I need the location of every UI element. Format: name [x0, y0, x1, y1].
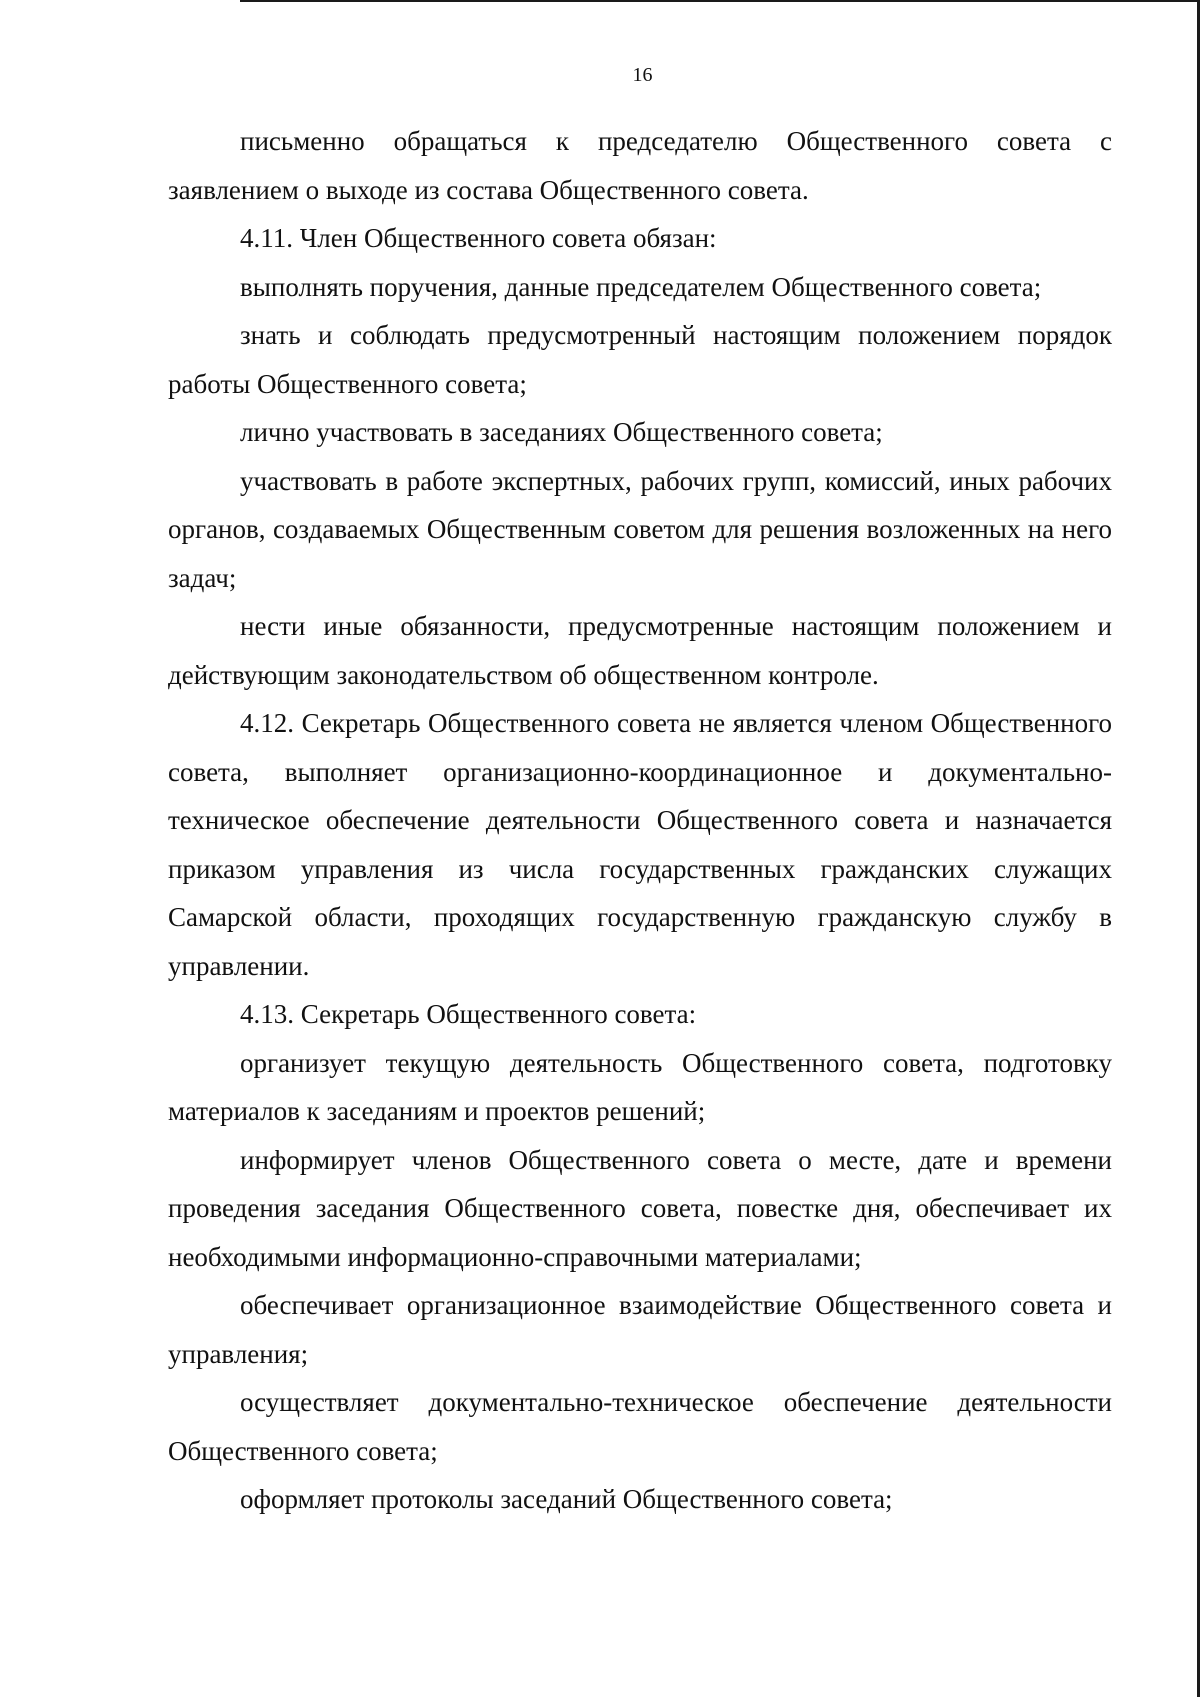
- paragraph-duty-attendance: лично участвовать в заседаниях Общественного совета;: [240, 417, 883, 447]
- page-edge-top: [240, 0, 1200, 2]
- paragraph-secretary-informs: информирует членов Общественного совета о месте, дате и времени проведения заседания Общественного совета, повестке дня, обеспечивает их необходимыми информационно-справочными материалами;: [168, 1144, 1112, 1272]
- paragraph-duty-other: нести иные обязанности, предусмотренные настоящим положением и действующим законодательством об общественном контроле.: [168, 611, 1112, 690]
- paragraph-secretary-support: осуществляет документально-техническое обеспечение деятельности Общественного совета;: [168, 1387, 1112, 1466]
- paragraph-secretary-organizes: организует текущую деятельность Общественного совета, подготовку материалов к заседаниям и проектов решений;: [168, 1047, 1112, 1126]
- paragraph-continuation: письменно обращаться к председателю Общественного совета с заявлением о выходе из состава Общественного совета.: [168, 126, 1112, 205]
- paragraph-4-11-heading: 4.11. Член Общественного совета обязан:: [240, 223, 717, 253]
- document-body: [168, 117, 1112, 1524]
- paragraph-secretary-interaction: обеспечивает организационное взаимодействие Общественного совета и управления;: [168, 1290, 1112, 1369]
- paragraph-duty-instructions: выполнять поручения, данные председателем Общественного совета;: [240, 271, 1042, 302]
- paragraph-secretary-protocols: оформляет протоколы заседаний Общественного совета;: [240, 1484, 893, 1514]
- paragraph-duty-working-groups: участвовать в работе экспертных, рабочих групп, комиссий, иных рабочих органов, создаваемых Общественным советом для решения возложенных на него задач;: [168, 465, 1112, 593]
- paragraph-4-13-heading: 4.13. Секретарь Общественного совета:: [240, 999, 697, 1029]
- paragraph-4-12-secretary: 4.12. Секретарь Общественного совета не является членом Общественного совета, выполняет организационно-координационное и документально-техническое обеспечение деятельности Общественного совета и назначается приказом управления из числа государственных гражданских служащих Самарской области, проходящих государственную гражданскую службу в управлении.: [168, 708, 1112, 981]
- paragraph-duty-procedure: знать и соблюдать предусмотренный настоящим положением порядок работы Общественного совета;: [168, 320, 1112, 399]
- page-number: 16: [632, 64, 653, 86]
